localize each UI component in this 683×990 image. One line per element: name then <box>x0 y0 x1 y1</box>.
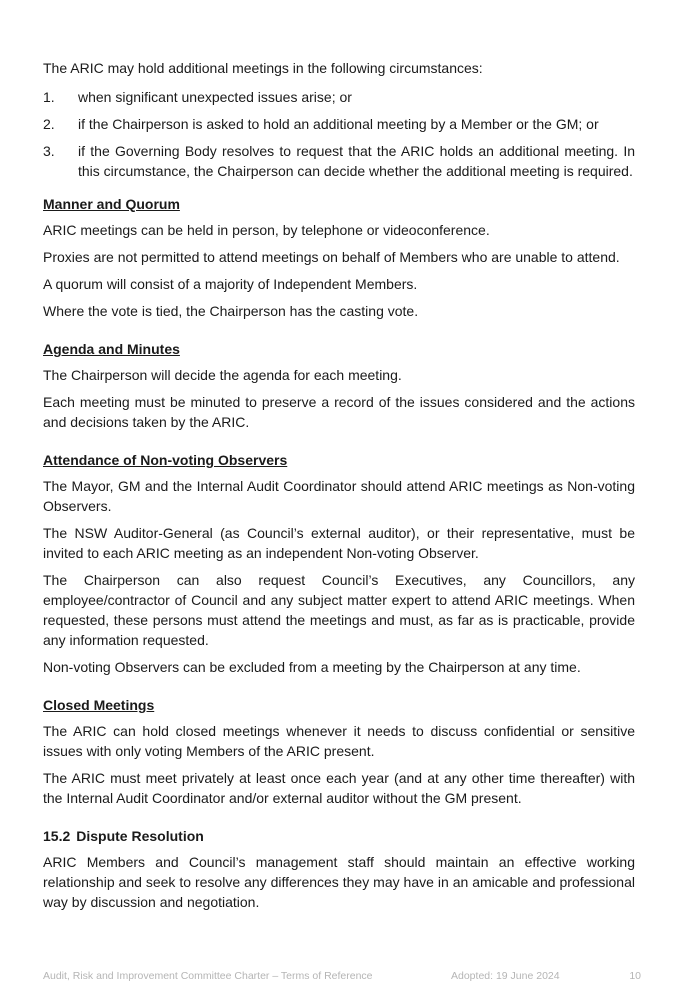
footer-page-number: 10 <box>629 970 641 982</box>
section-heading: Manner and Quorum <box>43 196 180 212</box>
body-paragraph: Where the vote is tied, the Chairperson has the casting vote. <box>43 303 419 319</box>
circumstances-list <box>43 87 635 181</box>
body-paragraph: Non-voting Observers can be excluded from a meeting by the Chairperson at any time. <box>43 659 581 675</box>
document-page <box>43 58 635 919</box>
body-paragraph: ARIC Members and Council’s management staff should maintain an effective working relationship and seek to resolve any differences they may have in an amicable and professional way by discussion and negotiation. <box>43 854 635 910</box>
footer-adopted-date: Adopted: 19 June 2024 <box>451 970 560 982</box>
body-paragraph: Proxies are not permitted to attend meetings on behalf of Members who are unable to attend. <box>43 249 620 265</box>
list-item <box>43 87 635 107</box>
section-heading: Attendance of Non-voting Observers <box>43 452 288 468</box>
body-paragraph: The ARIC must meet privately at least once each year (and at any other time thereafter) with the Internal Audit Coordinator and/or external auditor without the GM present. <box>43 770 635 806</box>
body-paragraph: Each meeting must be minuted to preserve a record of the issues considered and the actions and decisions taken by the ARIC. <box>43 394 635 430</box>
dispute-resolution-section <box>43 826 635 912</box>
attendance-section <box>43 450 635 677</box>
body-paragraph: The NSW Auditor-General (as Council’s external auditor), or their representative, must be invited to each ARIC meeting as an independent Non-voting Observer. <box>43 525 635 561</box>
list-item-number: 2. <box>43 116 55 132</box>
list-item-number: 3. <box>43 143 55 159</box>
section-number: 15.2 <box>43 828 71 844</box>
section-heading: Closed Meetings <box>43 697 155 713</box>
body-paragraph: The Chairperson will decide the agenda for each meeting. <box>43 367 402 383</box>
list-item <box>43 141 635 181</box>
body-paragraph: The Mayor, GM and the Internal Audit Coordinator should attend ARIC meetings as Non-voting Observers. <box>43 478 635 514</box>
body-paragraph: The Chairperson can also request Council’s Executives, any Councillors, any employee/contractor of Council and any subject matter expert to attend ARIC meetings. When requested, these persons must attend the meetings and must, as far as is practicable, provide any information requested. <box>43 572 635 648</box>
list-item-text: when significant unexpected issues arise; or <box>78 89 352 105</box>
list-item-text: if the Governing Body resolves to request that the ARIC holds an additional meeting. In this circumstance, the Chairperson can decide whether the additional meeting is required. <box>78 143 635 179</box>
subsection-heading <box>43 826 635 846</box>
footer-document-title: Audit, Risk and Improvement Committee Charter – Terms of Reference <box>43 970 373 982</box>
list-item <box>43 114 635 134</box>
intro-paragraph: The ARIC may hold additional meetings in the following circumstances: <box>43 60 483 76</box>
body-paragraph: A quorum will consist of a majority of Independent Members. <box>43 276 418 292</box>
manner-and-quorum-section <box>43 194 635 321</box>
section-heading: Agenda and Minutes <box>43 341 180 357</box>
list-item-number: 1. <box>43 89 55 105</box>
body-paragraph: ARIC meetings can be held in person, by telephone or videoconference. <box>43 222 490 238</box>
subsection-title: Dispute Resolution <box>76 828 204 844</box>
body-paragraph: The ARIC can hold closed meetings whenever it needs to discuss confidential or sensitive issues with only voting Members of the ARIC present. <box>43 723 635 759</box>
closed-meetings-section <box>43 695 635 808</box>
agenda-and-minutes-section <box>43 339 635 432</box>
list-item-text: if the Chairperson is asked to hold an additional meeting by a Member or the GM; or <box>78 116 599 132</box>
